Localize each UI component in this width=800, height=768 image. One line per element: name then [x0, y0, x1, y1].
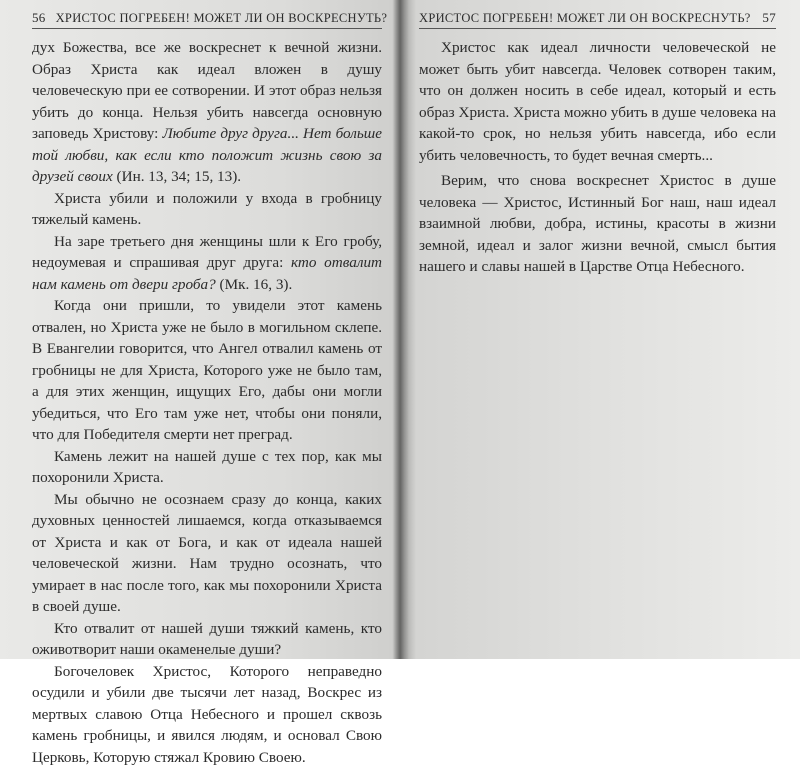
- paragraph: Кто отвалит от нашей души тяжкий камень, кто оживотворит наши окаменелые души?: [32, 618, 382, 661]
- paragraph: Христа убили и положили у входа в гробницу тяжелый камень.: [32, 188, 382, 231]
- running-title: ХРИСТОС ПОГРЕБЕН! МОЖЕТ ЛИ ОН ВОСКРЕСНУТЬ?: [56, 11, 388, 26]
- paragraph: Верим, что снова воскреснет Христос в душе человека — Христос, Истинный Бог наш, наш идеал взаимной любви, добра, истины, красоты в жизни земной, идеал и залог жизни вечной, смысл бытия нашего и славы нашей в Царстве Отца Небесного.: [419, 170, 776, 278]
- page-number: 57: [762, 10, 776, 26]
- paragraph: Христос как идеал личности человеческой не может быть убит навсегда. Человек сотворен таким, что он должен носить в себе идеал, который и есть образ Христа. Христа можно убить в душе человека на какой-то срок, но нельзя убить навсегда, ибо если убить человечность, то будет вечная смерть...: [419, 37, 776, 166]
- right-running-head: [419, 10, 776, 29]
- paragraph: Камень лежит на нашей душе с тех пор, как мы похоронили Христа.: [32, 446, 382, 489]
- right-page: [405, 0, 790, 659]
- left-running-head: [32, 10, 382, 29]
- paragraph: Когда они пришли, то увидели этот камень отвален, но Христа уже не было в могильном склепе. В Евангелии говорится, что Ангел отвалил камень от гробницы не для Христа, Которого уже не было там, а для этих женщин, ищущих Его, дабы они могли убедиться, что Его там уже нет, чтобы они поняли, что для Победителя смерти нет преград.: [32, 295, 382, 446]
- page-number: 56: [32, 10, 46, 26]
- paragraph: На заре третьего дня женщины шли к Его гробу, недоумевая и спрашивая друг друга: кто отвалит нам камень от двери гроба? (Мк. 16, 3).: [32, 231, 382, 296]
- running-title: ХРИСТОС ПОГРЕБЕН! МОЖЕТ ЛИ ОН ВОСКРЕСНУТЬ?: [419, 11, 751, 26]
- paragraph: Богочеловек Христос, Которого неправедно осудили и убили две тысячи лет назад, Воскрес из мертвых славою Отца Небесного и прошел сквозь камень гробницы, и явился людям, и основал Свою Церковь, Которую стяжал Кровию Своею.: [32, 661, 382, 768]
- paragraph: Мы обычно не осознаем сразу до конца, каких духовных ценностей лишаемся, когда отказываемся от Христа и как от Бога, и как от идеала нашей человеческой жизни. Нам трудно осознать, что умирает в нас после того, как мы похоронили Христа в своей душе.: [32, 489, 382, 618]
- left-page: [18, 0, 396, 659]
- paragraph: дух Божества, все же воскреснет к вечной жизни. Образ Христа как идеал вложен в душу человеческую при ее сотворении. И этот образ нельзя убить до конца. Нельзя убить навсегда основную заповедь Христову: Любите друг друга... Нет больше той любви, как если кто положит жизнь свою за друзей своих (Ин. 13, 34; 15, 13).: [32, 37, 382, 188]
